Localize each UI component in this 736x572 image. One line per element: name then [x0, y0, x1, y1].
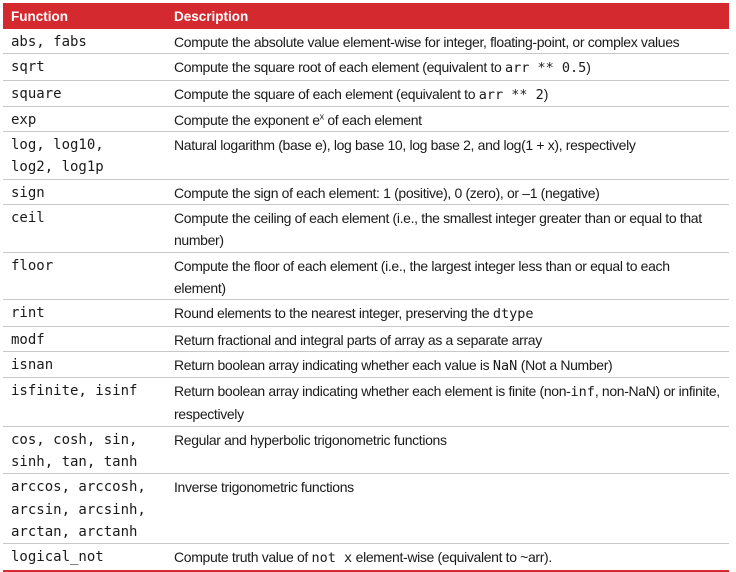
function-name: sign: [11, 184, 45, 201]
function-name: exp: [11, 111, 37, 128]
table-row: [3, 426, 729, 474]
table-row: [3, 252, 729, 300]
description-code: inf: [570, 384, 595, 401]
description-text: Compute the exponent e: [174, 111, 320, 128]
table-row: [3, 351, 729, 377]
table-row: [3, 179, 729, 204]
table-row: [3, 204, 729, 252]
table-row: [3, 53, 729, 79]
function-description: [174, 352, 729, 377]
function-name: arccos, arccosh, arcsin, arcsinh, arctan, arctanh: [11, 479, 146, 540]
description-text: ): [543, 85, 549, 102]
function-name: ceil: [11, 210, 45, 227]
column-header-function: Function: [11, 9, 68, 24]
function-name: log, log10, log2, log1p: [11, 137, 104, 176]
description-text: (Not a Number): [517, 356, 613, 373]
function-name: rint: [11, 305, 45, 322]
function-description: [174, 81, 729, 106]
function-name: abs, fabs: [11, 34, 87, 50]
function-name: cos, cosh, sin, sinh, tan, tanh: [11, 431, 138, 471]
description-text: of each element: [323, 111, 422, 128]
function-table: [3, 3, 729, 572]
function-description: [174, 107, 729, 131]
column-header-description: Description: [174, 9, 249, 24]
description-text: Compute the square of each element (equivalent to: [174, 85, 479, 102]
description-text: ): [586, 59, 591, 76]
description-code: arr ** 0.5: [504, 60, 587, 77]
description-text: , non-NaN) or infinite, respectively: [174, 383, 720, 423]
function-description: [174, 300, 729, 325]
description-text: Compute the square root of each element (equivalent to: [174, 59, 505, 76]
function-description: Compute the floor of each element (i.e., the largest integer less than or equal to each element): [174, 257, 670, 296]
description-code: not x: [311, 550, 353, 567]
function-description: Inverse trigonometric functions: [174, 479, 354, 496]
function-description: Compute the absolute value element-wise for integer, floating-point, or complex values: [174, 34, 680, 50]
function-name: isnan: [11, 356, 54, 373]
function-description: Compute the ceiling of each element (i.e., the smallest integer greater than or equal to that number): [174, 210, 702, 249]
description-code: NaN: [492, 357, 518, 374]
table-row: [3, 299, 729, 325]
function-description: [174, 54, 729, 79]
table-row: [3, 106, 729, 131]
function-description: [174, 378, 729, 426]
description-text: Compute truth value of: [174, 549, 312, 566]
function-name: floor: [11, 257, 54, 274]
function-description: Return fractional and integral parts of array as a separate array: [174, 331, 542, 348]
description-superscript: x: [319, 111, 324, 122]
function-name: isfinite, isinf: [11, 383, 138, 400]
function-name: sqrt: [11, 59, 45, 76]
function-description: [174, 544, 729, 569]
function-description: Compute the sign of each element: 1 (positive), 0 (zero), or –1 (negative): [174, 184, 600, 201]
function-name: logical_not: [11, 549, 104, 566]
table-row: [3, 29, 729, 53]
table-row: [3, 543, 729, 569]
function-name: square: [11, 85, 62, 102]
description-code: dtype: [492, 306, 534, 323]
table-row: [3, 326, 729, 351]
function-description: Regular and hyperbolic trigonometric functions: [174, 431, 447, 448]
table-row: [3, 473, 729, 543]
table-row: [3, 80, 729, 106]
description-text: Round elements to the nearest integer, preserving the: [174, 305, 493, 322]
description-text: element-wise (equivalent to ~arr).: [352, 549, 552, 566]
table-row: [3, 377, 729, 426]
table-header: [3, 3, 729, 29]
function-name: modf: [11, 331, 45, 348]
function-description: Natural logarithm (base e), log base 10, log base 2, and log(1 + x), respectively: [174, 137, 636, 154]
table-bottom-rule: [3, 570, 729, 572]
description-text: Return boolean array indicating whether each value is: [174, 356, 493, 373]
table-row: [3, 131, 729, 179]
description-text: Return boolean array indicating whether each element is finite (non-: [174, 383, 571, 400]
description-code: arr ** 2: [478, 86, 544, 103]
table-body: [3, 29, 729, 570]
